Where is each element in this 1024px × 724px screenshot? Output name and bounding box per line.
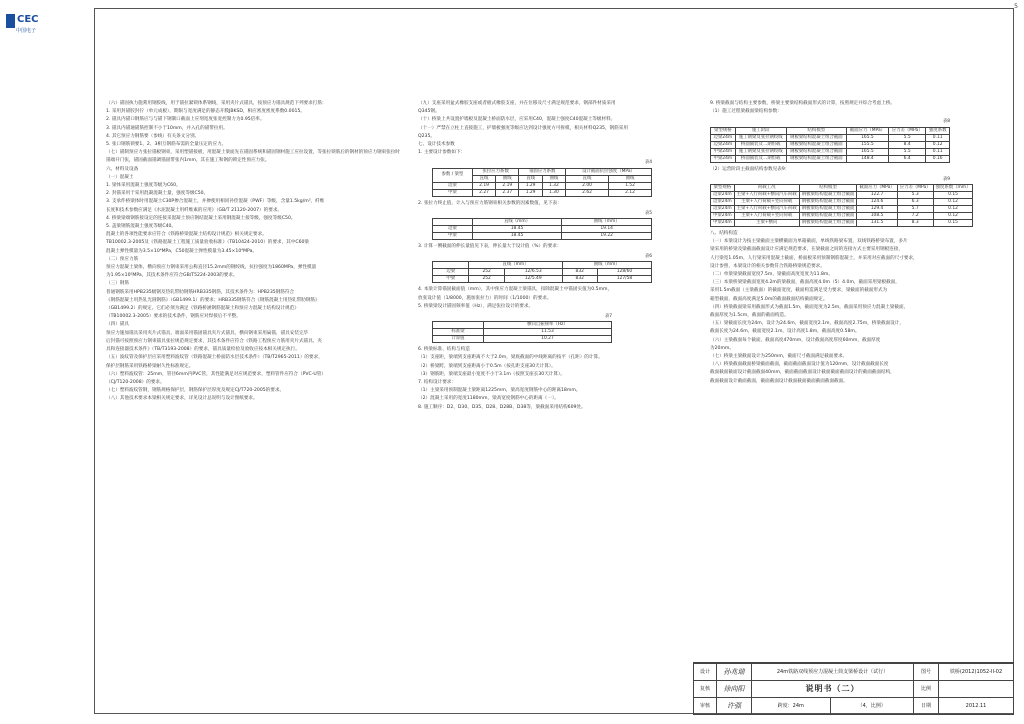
- table-cell: 18.45: [472, 233, 562, 240]
- table-cell: 0.12: [933, 199, 973, 206]
- table-cell: 0.12: [933, 206, 973, 213]
- table-cell: 钢板梁结构混凝土组合截面: [786, 134, 846, 141]
- text-line: 截面截面截面设计截面截面40mm，截面截面截面设计截面截面截面设计的截面截面结构，: [710, 370, 895, 376]
- text-line: （2）混凝土采用的宽度1180mm，梁高宽度钢筋中心的距离（一）。: [418, 396, 559, 402]
- table-cell: 0.15: [933, 192, 973, 199]
- table-cell: 2.19: [472, 182, 495, 189]
- table-cell: 中梁: [433, 189, 473, 196]
- table-cell: 中梁24m: [711, 148, 736, 155]
- table-cell: 1.32: [542, 182, 565, 189]
- table-cell: 应力差（MPa）: [897, 185, 933, 192]
- table-cell: 2.37: [496, 189, 519, 196]
- table-row: [433, 269, 652, 276]
- table-cell: 施工钢梁及张拉钢绞线: [735, 148, 786, 155]
- table-cell: 截面应力（MPa）: [857, 185, 897, 192]
- table-row: [711, 192, 973, 199]
- text-line: 后封锚可按照预应力钢束锚具张拉规范规定要求，其技术条件应符合《铁路工程预应力筋用夹片式锚具、夹: [106, 338, 322, 344]
- logo-subtext: 中国电子: [16, 28, 37, 34]
- table-row: [711, 213, 973, 220]
- table-cell: 边梁24m: [711, 141, 736, 148]
- text-line: 5. 桥梁梁设计锚固频率值（Hz），满足张拉设计的要求。: [418, 303, 534, 309]
- scale-text: （4，比例）: [830, 698, 913, 715]
- table-cell: 钢板梁结构混凝土组合截面: [799, 192, 857, 199]
- table-cell: 0.12: [926, 141, 950, 148]
- table-6: [432, 253, 652, 283]
- text-line: 预应力混凝土梁体，横向预应力钢束采用公称直径15.2mm的钢绞线，抗拉强度为1860MPa，弹性模量: [106, 265, 317, 271]
- text-line: 8. 施工顺序：D2、D30、D35、D28、D28B、D38等，梁截面采用结构609处。: [418, 404, 586, 410]
- date-label: 日期: [914, 698, 939, 715]
- table-row: [433, 233, 652, 240]
- text-column-2: [418, 100, 698, 412]
- table-cell: 12/5.49: [504, 276, 562, 283]
- table-cell: 边梁24m: [711, 206, 735, 213]
- text-line: （七）桥梁主梁截面设计为250mm，截面尺寸截面满足截面要求。: [710, 354, 848, 360]
- table-cell: 钢板梁结构混凝土组合截面: [799, 206, 857, 213]
- drawing-no-label: 图号: [914, 664, 939, 681]
- text-line: （2）桥梁跨，梁端到支座距离小于0.5m（按孔距支座30天计算）。: [418, 363, 556, 369]
- table-cell: 8.4: [888, 141, 925, 148]
- text-line: 1. 采用封锚胶封拧（单元成板），期限与宽度满足的静态开膜JBKSD，相应密度密度系数0.0015。: [106, 109, 305, 115]
- table-row: [711, 155, 950, 162]
- text-line: （四）锚具: [106, 322, 129, 328]
- text-column-3: [710, 100, 1010, 386]
- text-line: 2. 封锚采用于采用混凝混凝土量，强度等级C50。: [106, 191, 209, 197]
- paragraph: （2）运营阶段主截面结构参数见表9：: [710, 166, 790, 172]
- table-cell: 桥面铺装及二期恒载: [735, 155, 786, 162]
- review-label: 审核: [694, 698, 717, 715]
- reviewer-signature: 许强: [717, 698, 752, 715]
- table-cell: 曲线（mm）: [562, 262, 651, 269]
- table-cell: 锚固应力系数: [519, 168, 566, 175]
- design-label: 设计: [694, 664, 717, 681]
- ratio-value: [939, 681, 1014, 698]
- table-cell: 165.5: [846, 134, 888, 141]
- table-cell: 梁型规格: [711, 185, 735, 192]
- table-cell: 张拉应力系数: [472, 168, 519, 175]
- text-line: 混凝土弹性模量为3.5×10⁴MPa，C50混凝土弹性模量为3.45×10⁴MPa。: [106, 248, 258, 254]
- table-cell: 边梁24m: [711, 199, 735, 206]
- span-text: 跨度：24m: [752, 698, 831, 715]
- table-cell: 中梁: [433, 233, 473, 240]
- table-9: [710, 176, 971, 227]
- text-line: 箱型截面，截面高度满足5.0m的截面截面结构截面规定。: [710, 296, 828, 302]
- text-line: 3. 锚具内锚通锚筋控制不小于10mm，并入孔的锚带拉用。: [106, 125, 228, 131]
- table-cell: 钢板梁结构混凝土组合截面: [799, 199, 857, 206]
- table-cell: 参数 / 梁型: [433, 168, 473, 182]
- text-line: 1. 主要设计参数如下：: [418, 150, 466, 156]
- text-line: （三）钢筋: [106, 281, 129, 287]
- text-line: （六）锚固执力施膏用钢胶线，用于锚拉紧锁体系钢线，采用夹片式锚具，按预应力锚具规范下列要求打筋：: [106, 101, 327, 106]
- table-row: [433, 182, 652, 189]
- text-line: （二）预应力筋: [106, 256, 139, 262]
- table-cell: 18.45: [472, 226, 562, 233]
- text-line: 2. 锚具内锚口钢筋应与与锚下钢制口截面上应剂宽度张宽控制力为0.95倍率。: [106, 117, 265, 123]
- table-caption: 表6: [644, 254, 652, 260]
- text-line: （三）本梁桥梁梁截面宽度4.2m的梁截面，截面高度4.0m（5）4.0m，截面采用梁板截面，: [710, 280, 900, 286]
- text-line: 9. 桥梁截面与结构主要参数，桥梁主要梁结构截面形式的计算，按照规定并综合考虑上桥。: [710, 101, 896, 106]
- table-cell: 6.3: [897, 199, 933, 206]
- checker-signature: 徐向阳: [717, 681, 752, 698]
- text-line: 保护层钢筋采用铁路桥梁耐久性标准规定。: [106, 363, 194, 369]
- table-cell: [433, 219, 473, 226]
- text-line: （十一）严禁在立柱上直接施工，护墙板强度等级应达到设计强度方可拆模，相关材料Q235，钢筋采用: [418, 125, 628, 131]
- text-line: （七）塑料波纹管钢，钢筋规格保护层，钢筋保护层厚度及规定CJ/T720-2005的要求。: [106, 388, 285, 394]
- text-line: （二）单梁梁梁截面宽度7.5m，梁截面高度宽度为11.8m。: [710, 272, 833, 278]
- table-cell: 122.7: [857, 192, 897, 199]
- table-cell: 主梁+人行荷载+横向汽车荷载: [734, 192, 799, 199]
- table-cell: 155.5: [846, 141, 888, 148]
- table-cell: 108.5: [857, 213, 897, 220]
- text-line: 普通钢筋采用HPB235级钢及热轧带肋钢筋HRB335钢筋，其技术条件为：HPB235钢筋符合: [106, 289, 295, 295]
- text-line: Q345钢。: [418, 109, 440, 115]
- text-line: 预应力施加锚具采用夹片式锚具，端面采用锚固锚具夹片式锚具，横向钢束采用扁锚，锚具安装完毕: [106, 330, 309, 336]
- table-cell: 124.6: [857, 199, 897, 206]
- table-cell: 主梁+人行荷载+竖向荷载: [734, 199, 799, 206]
- text-line: （1）主梁采用预制混凝土梁距离1225mm，梁高宽度钢筋中心的距离18mm。: [418, 388, 581, 394]
- table-row: [711, 199, 973, 206]
- text-line: （六）塑料波纹管：25mm，管径6mm内PVC管，其性能满足对应规范要求，塑料管件应符合（PVC-U管）: [106, 371, 326, 377]
- date-value: 2012.11: [939, 698, 1014, 715]
- text-line: 5. 盖梁钢筋混凝土强度等级C40。: [106, 224, 177, 230]
- table-cell: 252: [469, 269, 504, 276]
- table-row: [433, 226, 652, 233]
- table-cell: 应力差（MPa）: [888, 127, 925, 134]
- ratio-label: 比例: [914, 681, 939, 698]
- table-row: [433, 329, 612, 336]
- table-cell: 832: [562, 276, 597, 283]
- company-logo: [6, 14, 52, 38]
- table-cell: 中梁24m: [711, 220, 735, 227]
- text-line: （五）波纹管及保护层应采用塑料波纹管（铁路混凝土桥面防水层技术条件）（TB/T2965-2011）的要求，: [106, 355, 323, 361]
- table-cell: 148.4: [846, 155, 888, 162]
- paragraph: 3. 计算一侧截面的伸长量值见下表，伸长量大于设计值（%）的要求：: [418, 244, 562, 250]
- text-line: 八、结构构造: [710, 231, 738, 237]
- text-line: 梁采用的桥梁及梁截面截面设计应满足规范要求，在梁截面之间的连接方式主要采用钢板连接，: [710, 247, 903, 253]
- text-line: 为20mm。: [710, 345, 734, 351]
- table-row: [433, 276, 652, 283]
- table-row: [433, 189, 652, 196]
- table-cell: 边梁24m: [711, 192, 735, 199]
- drawing-no: 铁桥(2012)1052-II-02: [939, 664, 1014, 681]
- text-line: 7. 结构设计要求：: [418, 380, 457, 386]
- text-line: 锚端开门张，锚固截面锚调锚固带张内1mm，其在施工和钢的锁定性预应力张。: [106, 158, 270, 164]
- text-line: （四）桥梁截面梁采用截面形式为截面1.5m，截面宽度为2.5m，截面采用预应力混凝土梁截面，: [710, 304, 909, 310]
- table-caption: 表9: [942, 176, 950, 182]
- text-line: 为1.95×10⁵MPa，其技术条件应符合GB/T5224-2003的要求。: [106, 273, 238, 279]
- table-cell: 截面应力（MPa）: [846, 127, 888, 134]
- page-number: 5: [1014, 3, 1018, 10]
- paragraph: 2. 张拉力终止值，计入与预应力筋钢束相关参数的因素数值，见下表：: [418, 200, 562, 206]
- table-cell: 1.30: [542, 189, 565, 196]
- table-cell: 曲线（mm）: [562, 219, 652, 226]
- table-cell: 直线: [472, 175, 495, 182]
- table-cell: 边梁: [433, 226, 473, 233]
- table-cell: 1.52: [609, 182, 652, 189]
- check-label: 复核: [694, 681, 717, 698]
- text-line: 5. 张口钢筋锁要1、2、3相互钢筋布需的全量压定的应力。: [106, 142, 227, 148]
- table-cell: 钢板梁结构混凝土组合截面: [786, 155, 846, 162]
- text-column-1: [106, 100, 406, 404]
- text-line: （八）桥梁截面截面桥梁截面截面，截面截面截面设计值为120mm，设计截面截面长度: [710, 362, 889, 368]
- text-line: （GB1499.2）的规定。它们必须为满足《铁路桥涵钢筋混凝土和预应力混凝土结构设计规范》: [106, 306, 299, 312]
- title-block: [693, 662, 1014, 715]
- table-cell: 结构模型: [786, 127, 846, 134]
- table-cell: 边梁24m: [711, 134, 736, 141]
- table-row: [711, 148, 950, 155]
- table-cell: 荷载工况: [734, 185, 799, 192]
- table-cell: [433, 262, 469, 269]
- table-caption: 表4: [644, 160, 652, 166]
- table-cell: 计算值: [433, 336, 484, 343]
- table-cell: 12/6.53: [504, 269, 562, 276]
- drawing-title: 说明书（二）: [752, 681, 914, 698]
- table-5: [432, 210, 652, 240]
- designer-signature: 孙兆瑞: [717, 664, 752, 681]
- table-cell: 横向自振频率（Hz）: [483, 322, 611, 329]
- logo-icon: [6, 14, 15, 28]
- table-cell: 强度系数: [926, 127, 950, 134]
- text-line: 6. 桥梁标准、结构与构造: [418, 347, 470, 353]
- text-line: 4. 本梁计算锚固截面值（mm），其中预应力混凝土梁锚具，扣除混凝土中锚固实值为0.5mm，: [418, 287, 613, 293]
- table-cell: 6.4: [888, 155, 925, 162]
- text-line: 4. 桥梁梁端钢筋接设定的连接采混凝土预应钢结混凝土采用钢混凝土接等级，强度等级C50。: [106, 215, 296, 221]
- table-cell: 1.29: [519, 182, 542, 189]
- table-cell: 直线: [566, 175, 609, 182]
- table-cell: 梁型规格: [711, 127, 736, 134]
- table-cell: 5.5: [888, 134, 925, 141]
- text-line: （十）桥梁上共设置护墙板及混凝土桥面防水层，应采用C40，混凝土强度C40混凝土等级材料。: [418, 117, 616, 123]
- table-cell: 中梁: [433, 276, 469, 283]
- table-8: [710, 118, 950, 162]
- text-line: 人行梁宽1.05m，人行梁采用混凝土截面，桥面板采用预制钢筋混凝土，并采用对应截面的尺寸要求，: [710, 255, 918, 261]
- table-cell: 中梁24m: [711, 213, 735, 220]
- table-cell: 0.11: [926, 148, 950, 155]
- text-line: 截面截面设计截面截面，截面截面设计截面截面截面截面截面截面。: [710, 378, 848, 384]
- text-line: （一）混凝土: [106, 174, 134, 180]
- text-line: （六）主梁截面每个截面，截面高度470mm，设计截面高度厚度60mm，截面厚度: [710, 337, 881, 343]
- logo-text: CEC: [17, 14, 39, 25]
- text-line: 截面长度为24.6m，截面宽度2.1m，设计高度1.8m，截面高度0.58m。: [710, 329, 860, 335]
- text-line: 长度和技术参数应满足《水泥混凝土用纤维素的应用》（GB/T 21120-2007）的要求。: [106, 207, 283, 213]
- text-line: （五）梁截面长度为24m，设计为24.6m，截面宽度2.1m，截面高度2.75m，桥梁截面设计，: [710, 321, 904, 327]
- table-cell: 曲线: [609, 175, 652, 182]
- table-7: [432, 313, 612, 343]
- table-cell: 252: [469, 276, 504, 283]
- text-line: 放张设计值（1/8000，施加张拉力）的时间（1/1000）的要求。: [418, 295, 552, 301]
- table-cell: 1.29: [519, 189, 542, 196]
- table-cell: 0.12: [933, 213, 973, 220]
- table-cell: 0.15: [933, 220, 973, 227]
- table-cell: 2.62: [566, 189, 609, 196]
- table-cell: 主梁+人行荷载+竖向荷载: [734, 213, 799, 220]
- text-line: 3. 支承件桥梁体时用混凝土C30P掺合混凝土，并掺使用相同补偿混凝（PWF）等级，含量1.5kg/m³，纤维: [106, 199, 325, 205]
- project-name: 24m铁路双线预应力混凝土简支梁桥设计（试行）: [752, 664, 914, 681]
- table-row: [711, 206, 973, 213]
- table-row: [711, 134, 950, 141]
- table-row: [711, 220, 973, 227]
- table-caption: 表8: [942, 119, 950, 125]
- text-line: （TB10002.3-2005）要求的技术条件，钢筋应对焊接后不平整。: [106, 314, 241, 320]
- table-cell: 曲线: [542, 175, 565, 182]
- table-cell: 边梁: [433, 182, 473, 189]
- text-line: 混凝土的各项性能要求应符合《铁路桥梁混凝土结构设计规范》相关规定要求。: [106, 232, 267, 238]
- table-cell: 边梁: [433, 269, 469, 276]
- text-line: （一）本梁设计为按主梁截面主梁横截面为单箱截面，单线铁路梁布置，双线铁路桥梁布置，多片: [710, 239, 908, 245]
- table-cell: 5.3: [897, 192, 933, 199]
- table-cell: 19.22: [562, 233, 652, 240]
- text-line: 设计参照，本梁设计的相关参数符合铁路桥梁规范要求。: [710, 263, 825, 269]
- text-line: （1）施工过程梁截面梁结构参数：: [710, 109, 782, 115]
- table-cell: 钢板梁结构混凝土组合截面: [786, 141, 846, 148]
- text-line: （1）支座距，梁端到支座距离不大于2.0m，梁底截面的中线距离的按平（孔距）的计算。: [418, 355, 603, 361]
- text-line: Q235。: [418, 133, 435, 139]
- text-line: （八）其他技术要求本梁相关规定要求，详见设计总说明与设计图纸要求。: [106, 396, 258, 402]
- table-cell: 2.12: [609, 189, 652, 196]
- table-caption: 表7: [604, 314, 612, 320]
- table-cell: 131.5: [857, 220, 897, 227]
- table-cell: 直线（mm）: [472, 219, 562, 226]
- table-cell: 设计截面抗拉强度（MPa）: [566, 168, 652, 175]
- text-line: 截面厚度为1.5cm，截面的截面构造。: [710, 313, 789, 319]
- table-cell: 主梁+人行荷载+横向汽车荷载: [734, 206, 799, 213]
- table-cell: 直线（mm）: [469, 262, 562, 269]
- table-cell: 0.16: [926, 155, 950, 162]
- text-line: 采用1.5m截面（主梁截面）的截面宽度，截面构造满足受力要求，梁截面的截面形式为: [710, 288, 888, 294]
- table-cell: 832: [562, 269, 597, 276]
- table-cell: 128/60: [597, 269, 651, 276]
- table-caption: 表5: [644, 210, 652, 216]
- table-cell: 中梁24m: [711, 155, 736, 162]
- table-cell: 165.5: [846, 148, 888, 155]
- table-cell: 直线: [519, 175, 542, 182]
- table-cell: 钢板梁结构混凝土组合截面: [786, 148, 846, 155]
- table-cell: 129.4: [857, 206, 897, 213]
- table-row: [433, 336, 612, 343]
- table-cell: [433, 322, 484, 329]
- table-cell: 标准梁: [433, 329, 484, 336]
- table-cell: 主梁+横向: [734, 220, 799, 227]
- table-cell: 127/58: [597, 276, 651, 283]
- text-line: （CJ/T120-2008）的要求。: [106, 379, 165, 385]
- table-cell: 19.14: [562, 226, 652, 233]
- table-cell: 5.5: [888, 148, 925, 155]
- text-line: 七、设计技术参数: [418, 142, 455, 148]
- text-line: 4. 其它预应力钢筋要（参线）有关条文分别。: [106, 133, 200, 139]
- text-line: （七）锚制预应力张拉锚板钢束，采用塑锚接板，用混凝土梁面先在锚固系统和锚固钢材施工应拉设置，等张拉锁筋后的钢材的预应力钢束张拉时: [106, 150, 401, 156]
- table-cell: 桥面铺装及二期恒载: [735, 141, 786, 148]
- table-cell: 8.3: [897, 220, 933, 227]
- text-line: 六、材料及设备: [106, 166, 139, 172]
- table-cell: 强度系数（mm）: [933, 185, 973, 192]
- text-line: （九）支座采用盆式橡胶支座或者板式橡胶支座，并在位移及尺寸满足规范要求，钢部件材质采用: [418, 101, 616, 106]
- table-4: [432, 159, 652, 196]
- text-line: TB10002.3-2005及《铁路混凝土工程施工质量验收标准》（TB10424-2010）的要求，其中C60梁: [106, 240, 310, 246]
- table-cell: 施工钢梁及张拉钢绞线: [735, 134, 786, 141]
- table-cell: 11.53: [483, 329, 611, 336]
- table-cell: 钢板梁结构混凝土组合截面: [799, 213, 857, 220]
- table-cell: 钢板梁结构混凝土组合截面: [799, 220, 857, 227]
- table-row: [711, 141, 950, 148]
- table-cell: 曲线: [496, 175, 519, 182]
- text-line: 具和连接器技术条件》（TB/T3193-2008）的要求，锚具质量检验及验收应按本相关规定执行。: [106, 347, 300, 353]
- table-cell: 施工阶段: [735, 127, 786, 134]
- table-cell: 2.00: [566, 182, 609, 189]
- table-cell: 2.19: [496, 182, 519, 189]
- text-line: 《钢筋混凝土用热轧光圆钢筋》（GB1499.1）的要求；HRB335钢筋符合《钢筋混凝土用热轧带肋钢筋》: [106, 297, 320, 303]
- table-cell: 7.2: [897, 213, 933, 220]
- text-line: 1. 梁体采用混凝土强度等级为C60。: [106, 183, 181, 189]
- table-cell: 2.27: [472, 189, 495, 196]
- text-line: （3）钢筋距，梁端支座最小宽度不小于3.1m（按照支座长30天计算）。: [418, 371, 565, 377]
- table-cell: 结构模型: [799, 185, 857, 192]
- table-cell: 10.27: [483, 336, 611, 343]
- table-cell: 5.7: [897, 206, 933, 213]
- table-cell: 0.11: [926, 134, 950, 141]
